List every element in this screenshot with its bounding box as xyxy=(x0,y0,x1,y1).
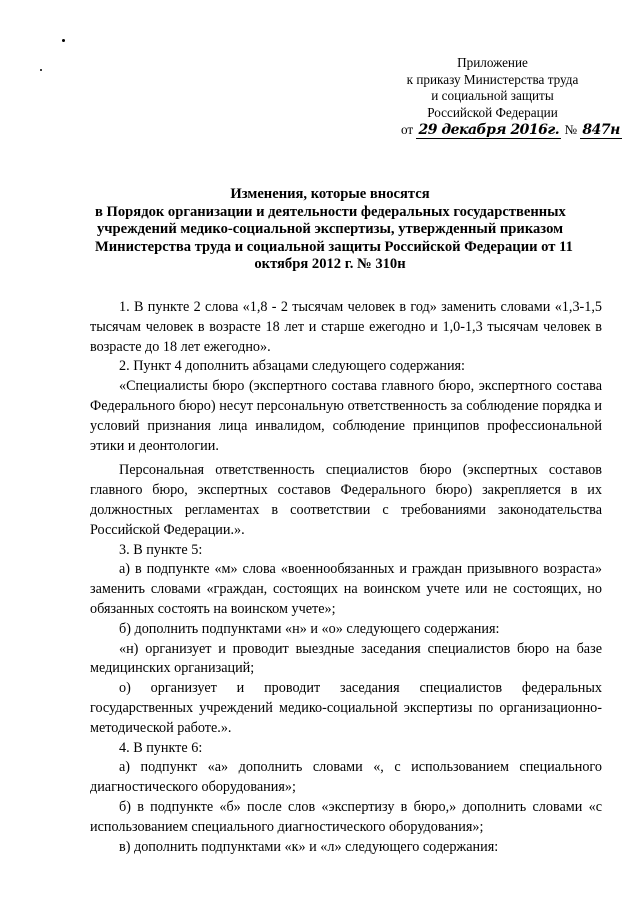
paragraph-subitem-n: «н) организует и проводит выездные заседания специалистов бюро на базе медицинских организаций; xyxy=(90,640,602,677)
handwritten-number: 847н xyxy=(582,122,620,138)
paragraph-item-4: 4. В пункте 6: xyxy=(119,739,203,756)
paragraph-item-4-a: а) подпункт «а» дополнить словами «, с использованием специального диагностического оборудования»; xyxy=(90,759,602,796)
title-line: Изменения, которые вносятся xyxy=(230,186,430,202)
paragraph-subitem-o: о) организует и проводит заседания специалистов федеральных государственных учреждений медико-социальной экспертизы по организационно-методической работе.». xyxy=(90,680,602,736)
paragraph-item-3: 3. В пункте 5: xyxy=(119,541,203,558)
paragraph-quote-specialists: «Специалисты бюро (экспертного состава главного бюро, экспертного состава Федерального бюро) несут персональную ответственность за соблюдение порядка и условий признания лица инвалидом, соблюдение принципов профессиональной этики и деонтологии. xyxy=(90,378,602,454)
title-line: Министерства труда и социальной защиты Российской Федерации от 11 xyxy=(95,238,573,255)
date-prefix: от xyxy=(401,122,414,137)
paragraph-subitem-b: б) дополнить подпунктами «н» и «о» следующего содержания: xyxy=(119,620,500,637)
appendix-line: Российской Федерации xyxy=(427,104,558,120)
title-line: учреждений медико-социальной экспертизы, утвержденный приказом xyxy=(96,221,564,238)
appendix-line: к приказу Министерства труда xyxy=(406,71,579,87)
appendix-block xyxy=(395,55,620,139)
paragraph-item-2: 2. Пункт 4 дополнить абзацами следующего содержания: xyxy=(119,358,465,375)
title-line: в Порядок организации и деятельности федеральных государственных xyxy=(95,203,566,220)
document-title xyxy=(95,186,573,274)
number-label: № xyxy=(564,122,578,137)
document-body xyxy=(90,298,602,857)
appendix-line: и социальной защиты xyxy=(431,88,554,103)
handwritten-date: 29 декабря 2016г. xyxy=(418,122,560,138)
scan-speck xyxy=(62,39,65,42)
appendix-date-line xyxy=(395,122,620,139)
appendix-line: Приложение xyxy=(457,55,528,70)
paragraph-item-4-v: в) дополнить подпунктами «к» и «л» следующего содержания: xyxy=(119,838,499,855)
paragraph-subitem-a: а) в подпункте «м» слова «военнообязанных и граждан призывного возраста» заменить словами «граждан, состоящих на воинском учете или не состоящих, но обязанных состоять на воинском учете»; xyxy=(90,561,602,617)
paragraph-item-1: 1. В пункте 2 слова «1,8 - 2 тысячам человек в год» заменить словами «1,3-1,5 тысячам человек в возрасте 18 лет и старше ежегодно и 1,0-1,3 тысячам человек в возрасте до 18 лет ежегодно». xyxy=(90,299,602,355)
scan-speck xyxy=(40,69,42,71)
paragraph-responsibility: Персональная ответственность специалистов бюро (экспертных составов главного бюро, экспертных составов Федерального бюро) закрепляется в их должностных регламентах в соответствии с требованиями законодательства Российской Федерации.». xyxy=(90,462,602,538)
title-line: октября 2012 г. № 310н xyxy=(254,256,406,273)
paragraph-item-4-b: б) в подпункте «б» после слов «экспертизу в бюро,» дополнить словами «с использованием специального диагностического оборудования»; xyxy=(90,798,602,835)
